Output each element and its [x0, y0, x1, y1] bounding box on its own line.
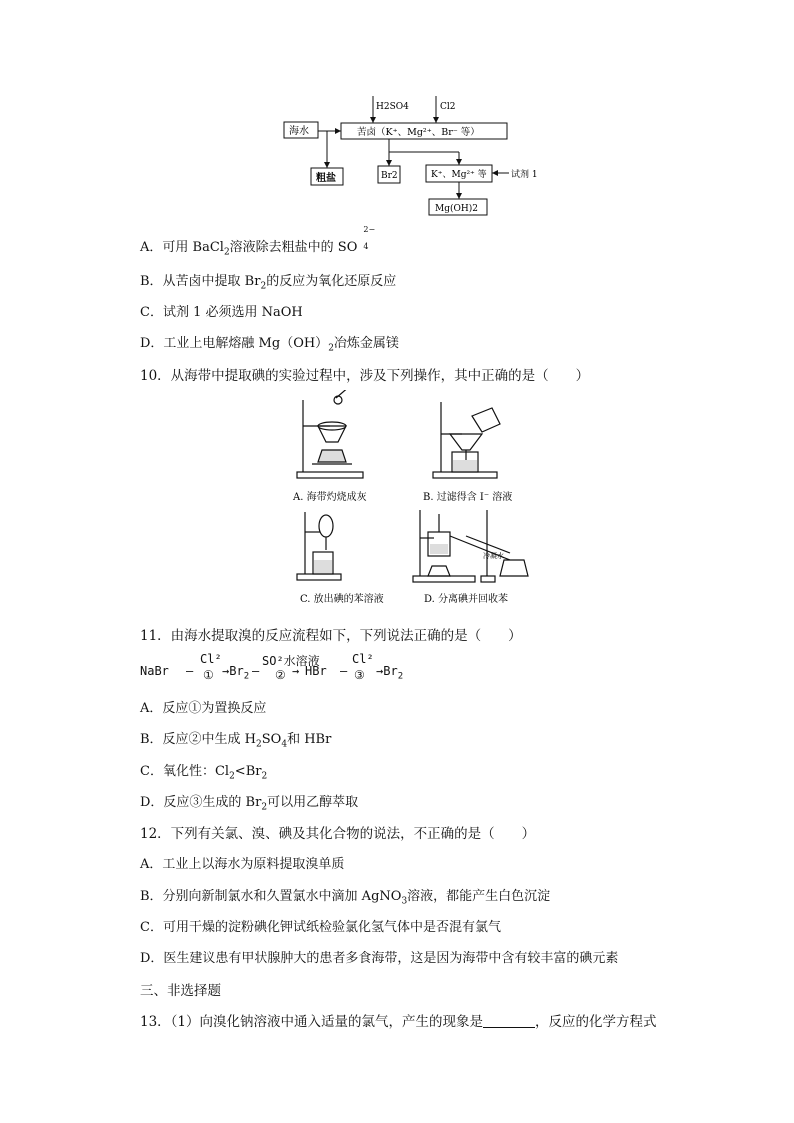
q11-option-a: A．反应①为置换反应 [140, 701, 267, 716]
q11-option-b: B．反应②中生成 $H_2SO_4$和 HBr [140, 732, 332, 750]
flow-seawater: 海水 [289, 126, 309, 137]
flow-cl2: Cl2 [440, 102, 456, 112]
q12-option-b: B．分别向新制氯水和久置氯水中滴加 AgNO$_3$溶液，都能产生白色沉淀 [140, 889, 551, 907]
q9-option-a: A．可用 BaCl$_2$溶液除去粗盐中的 SO 2− 4 [140, 225, 376, 258]
q11-stem: 11．由海水提取溴的反应流程如下，下列说法正确的是（ ） [140, 628, 522, 644]
flow-crude-salt: 粗盐 [316, 173, 336, 184]
q10-stem: 10．从海带中提取碘的实验过程中，涉及下列操作，其中正确的是（ ） [140, 368, 590, 384]
cold-water-label: 冷凝水 [483, 552, 504, 560]
apparatus-b [433, 402, 500, 478]
q13-stem: 13．（1）向溴化钠溶液中通入适量的氯气，产生的现象是 ，反应的化学方程式 [140, 1014, 657, 1030]
flow-h2so4: H2SO4 [376, 102, 409, 112]
caption-d: D. 分离碘并回收苯 [424, 594, 509, 605]
flow-bittern: 苦卤（K⁺、Mg²⁺、Br⁻ 等） [357, 127, 480, 138]
q11-option-c: C．氧化性：$Cl_2<Br_2$ [140, 764, 268, 782]
flow-br2: Br2 [381, 171, 398, 181]
q9-option-c: C．试剂 1 必须选用 NaOH [140, 305, 303, 320]
q12-stem: 12．下列有关氯、溴、碘及其化合物的说法，不正确的是（ ） [140, 826, 536, 842]
caption-c: C. 放出碘的苯溶液 [300, 594, 384, 605]
q10-apparatus-figure [0, 390, 794, 630]
q11-reaction-scheme: NaBr — Cl² ① $\to Br_2$ — SO²水溶液 ② → HBr — Cl² ③ $\to Br_2$ [140, 652, 404, 682]
caption-a: A. 海带灼烧成灰 [293, 492, 367, 503]
answer-blank[interactable] [483, 1015, 535, 1028]
flow-reagent1: 试剂 1 [511, 170, 538, 180]
flow-k-mg: K⁺、Mg²⁺ 等 [431, 170, 487, 180]
bromine-extraction-flowchart [0, 0, 794, 220]
q9-option-b: B．从苦卤中提取 $Br_2$的反应为氧化还原反应 [140, 274, 397, 292]
apparatus-a [297, 390, 363, 478]
q12-option-a: A．工业上以海水为原料提取溴单质 [140, 857, 345, 872]
apparatus-c [297, 512, 341, 580]
q12-option-c: C．可用干燥的淀粉碘化钾试纸检验氯化氢气体中是否混有氯气 [140, 920, 501, 935]
caption-b: B. 过滤得含 I⁻ 溶液 [423, 492, 513, 503]
section-title: 三、非选择题 [140, 983, 221, 999]
q9-option-d: D．工业上电解熔融 $Mg(OH)_2$冶炼金属镁 [140, 336, 399, 354]
flow-mgoh2: Mg(OH)2 [435, 204, 478, 214]
q11-option-d: D．反应③生成的 $Br_2$可以用乙醇萃取 [140, 795, 359, 813]
q12-option-d: D．医生建议患有甲状腺肿大的患者多食海带，这是因为海带中含有较丰富的碘元素 [140, 951, 619, 966]
apparatus-d [413, 510, 528, 582]
